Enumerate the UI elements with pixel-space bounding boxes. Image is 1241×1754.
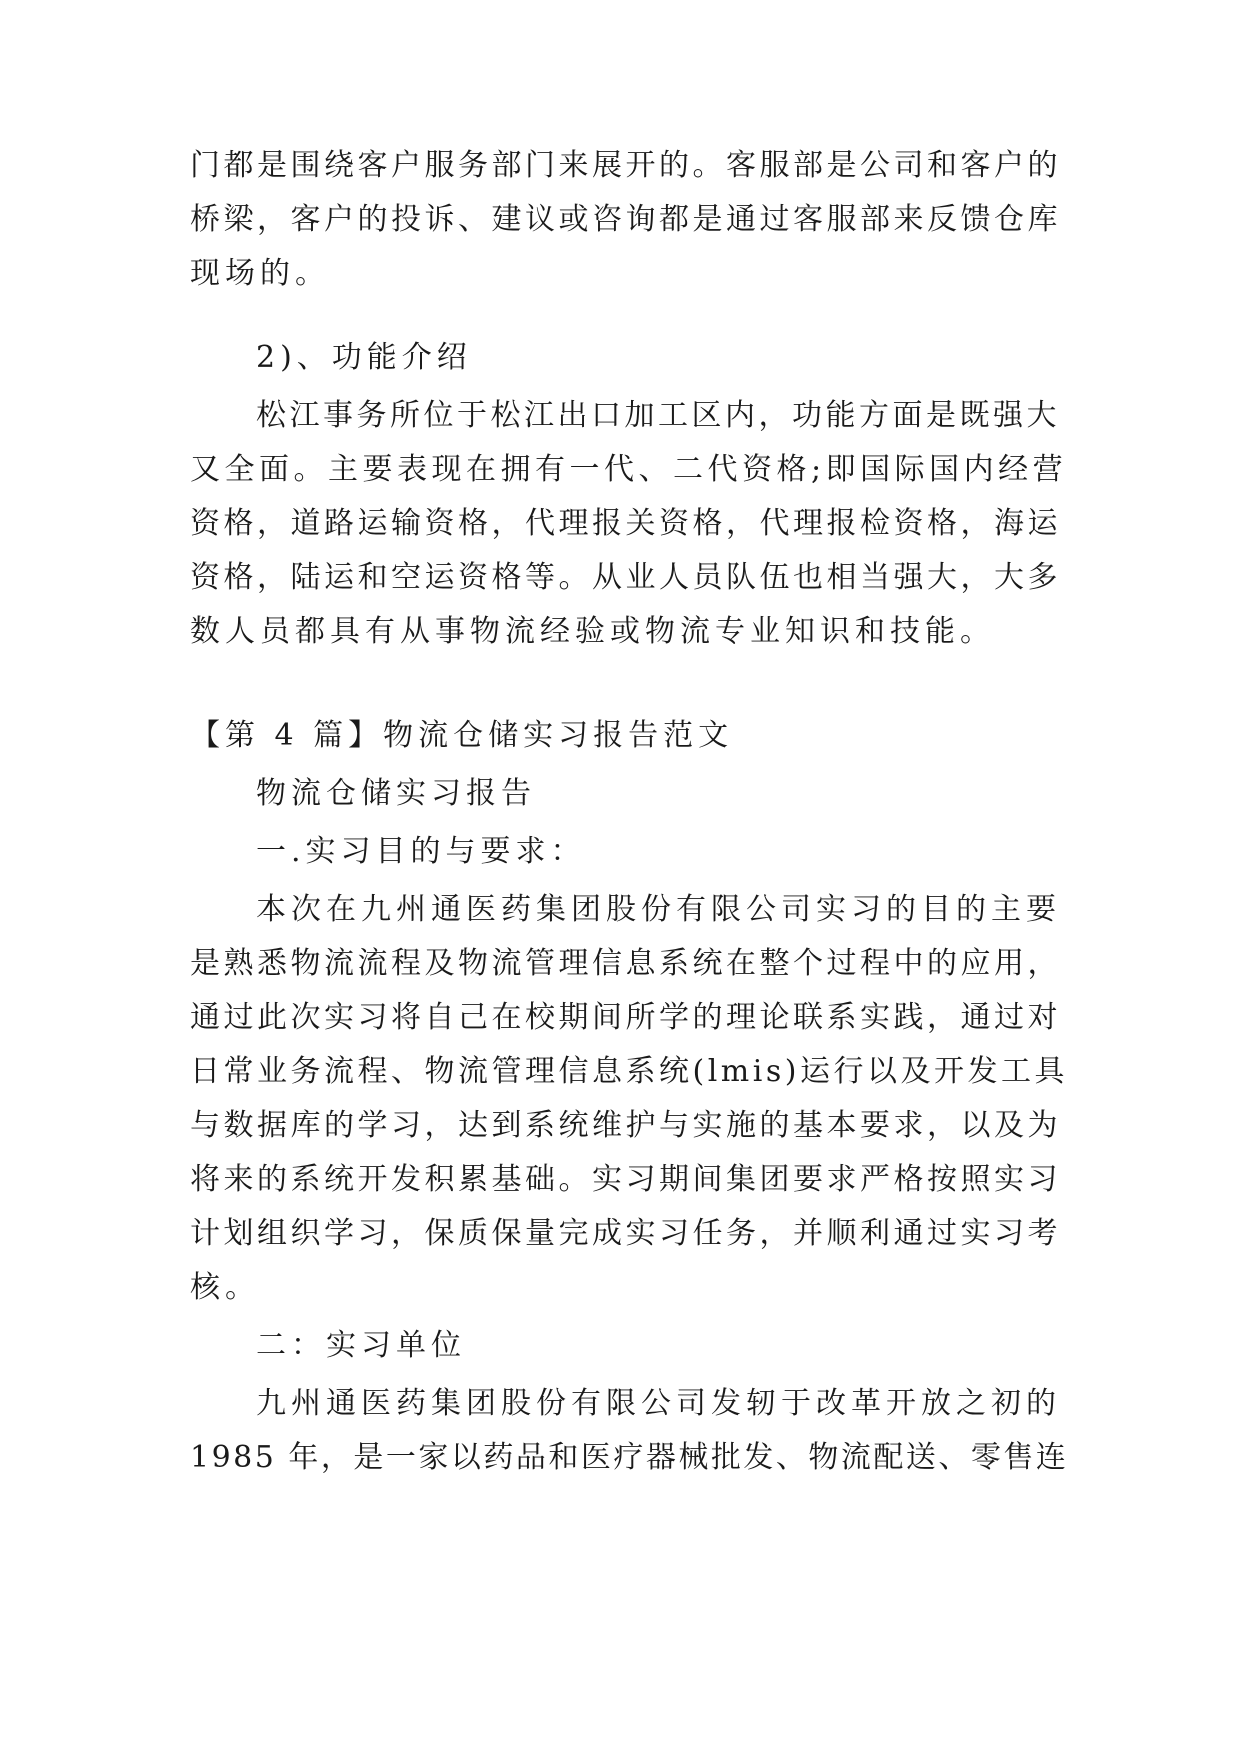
text-line: 九州通医药集团股份有限公司发轫于改革开放之初的 xyxy=(256,1386,1061,1421)
text-line: 1985 年，是一家以药品和医疗器械批发、物流配送、零售连 xyxy=(190,1440,1069,1475)
text-line: 桥梁，客户的投诉、建议或咨询都是通过客服部来反馈仓库 xyxy=(190,202,1061,237)
text-line: 资格，陆运和空运资格等。从业人员队伍也相当强大，大多 xyxy=(190,560,1061,595)
text-line: 通过此次实习将自己在校期间所学的理论联系实践，通过对 xyxy=(190,1000,1061,1035)
text-line: 核。 xyxy=(190,1270,260,1305)
text-line: 数人员都具有从事物流经验或物流专业知识和技能。 xyxy=(190,614,995,649)
text-line: 将来的系统开发积累基础。实习期间集团要求严格按照实习 xyxy=(190,1162,1061,1197)
section-heading: 2)、功能介绍 xyxy=(256,340,472,375)
text-line: 日常业务流程、物流管理信息系统(lmis)运行以及开发工具 xyxy=(190,1054,1068,1089)
text-line: 是熟悉物流流程及物流管理信息系统在整个过程中的应用， xyxy=(190,946,1061,981)
text-line: 本次在九州通医药集团股份有限公司实习的目的主要 xyxy=(256,892,1061,927)
text-line: 门都是围绕客户服务部门来展开的。客服部是公司和客户的 xyxy=(190,148,1061,183)
text-line: 又全面。主要表现在拥有一代、二代资格;即国际国内经营 xyxy=(190,452,1068,487)
text-line: 与数据库的学习，达到系统维护与实施的基本要求，以及为 xyxy=(190,1108,1061,1143)
section-heading: 一.实习目的与要求： xyxy=(256,834,586,869)
text-line: 计划组织学习，保质保量完成实习任务，并顺利通过实习考 xyxy=(190,1216,1061,1251)
text-line: 现场的。 xyxy=(190,256,330,291)
text-line: 资格，道路运输资格，代理报关资格，代理报检资格，海运 xyxy=(190,506,1061,541)
report-title: 物流仓储实习报告 xyxy=(256,776,536,811)
text-line: 松江事务所位于松江出口加工区内，功能方面是既强大 xyxy=(256,398,1060,433)
section-heading: 二：实习单位 xyxy=(256,1328,466,1363)
article-title: 【第 4 篇】物流仓储实习报告范文 xyxy=(190,718,734,753)
